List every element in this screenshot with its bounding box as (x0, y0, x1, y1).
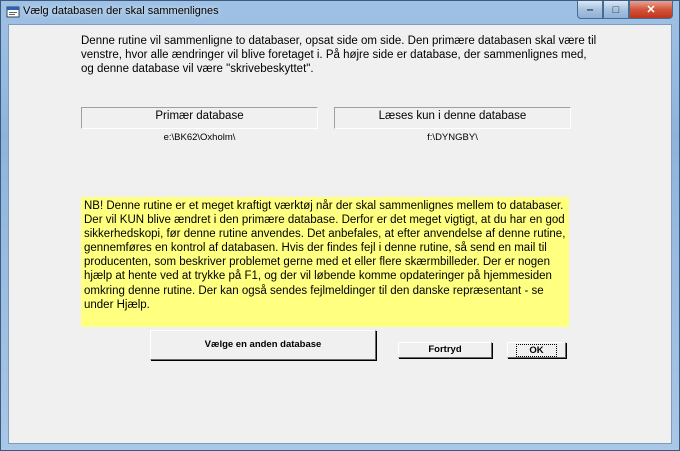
choose-other-database-button[interactable]: Vælge en anden database (150, 330, 376, 360)
window-controls (577, 1, 673, 20)
cancel-button[interactable]: Fortryd (398, 342, 492, 358)
intro-text: Denne rutine vil sammenligne to databaser, opsat side om side. Den primære databasen skal være til venstre, hvor alle ændringer vil blive foretaget i. På højre side er database, der sammenlignes med, og denne database vil være "skrivebeskyttet". (81, 35, 597, 75)
window-title: Vælg databasen der skal sammenlignes (23, 5, 219, 17)
title-bar[interactable] (1, 1, 679, 23)
maximize-button[interactable]: □ (603, 1, 629, 19)
minimize-button[interactable]: ‒ (577, 1, 603, 19)
readonly-database-path: f:\DYNGBY\ (427, 132, 478, 143)
close-button[interactable]: ✕ (629, 1, 673, 19)
app-icon (6, 5, 20, 19)
ok-button[interactable] (507, 342, 566, 358)
warning-text: NB! Denne rutine er et meget kraftigt værktøj når der skal sammenlignes mellem to databaser. Der vil KUN blive ændret i den primære database. Derfor er det meget vigtigt, at du har en god sikkerhedskopi, før denne rutine anvendes. Det anbefales, at efter anvendelse af denne rutine, gennemføres en kontrol af databasen. Hvis der findes fejl i denne rutine, så send en mail til producenten, som beskriver problemet gerne med et eller flere skærmbilleder. Der er nogen hjælp at hente ved at trykke på F1, og der vil løbende komme opdateringer på hjemmesiden omkring denne rutine. Der kan også sendes fejlmeldinger til den danske repræsentant - se under Hjælp. (81, 197, 569, 327)
dialog-client-area (8, 24, 672, 444)
primary-database-header: Primær database (81, 107, 318, 129)
ok-button-label: OK (516, 344, 556, 357)
readonly-database-header: Læses kun i denne database (334, 107, 571, 129)
primary-database-path: e:\BK62\Oxholm\ (163, 132, 236, 143)
